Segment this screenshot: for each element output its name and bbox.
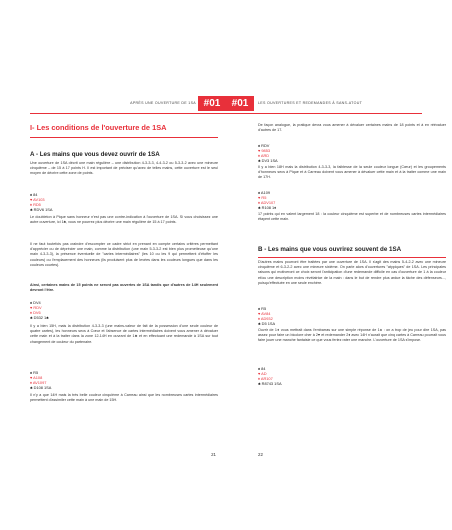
page-number: 21 bbox=[211, 452, 216, 457]
paragraph-4: Il y a bien 15H, mais la distribution 4-3-3-3 (une mains-valeur de fait de la possession d'une seule couleur de quatre cartes), les honneurs secs à Cœur et l'absence de cartes intermédiaires doivent vous amener à dévaluer cette main et à la traiter dans la zone 12-14H en ouvrant de 1♣ et en effectuant une redemande à 1SA sur tout changement de couleur du partenaire. bbox=[30, 324, 218, 344]
hand-line: ♦ AD932 bbox=[258, 316, 273, 322]
header-rule bbox=[226, 113, 422, 114]
title-rule bbox=[30, 137, 218, 138]
paragraph-5: Ouvrir de 1♦ vous mettrait dans l'embarras sur une simple réponse de 1♠ : on a trop de jeu pour dire 1SA, pas assez pour faire un bicolore cher à 2♥ et redemander 2♦ avec 14H n'aurait que cinq cartes à Carreau pourrait vous faire jouer une manche fantaisie ce que vous feriez rater une manche. L'ouverture de 1SA s'impose. bbox=[258, 328, 446, 343]
hand-line: ♦ ARD bbox=[258, 153, 270, 159]
hand-line: ♦ ADV107 bbox=[258, 200, 276, 206]
hand-line: ♥ 9853 bbox=[258, 148, 271, 154]
chapter-tab: #01 bbox=[198, 96, 226, 111]
right-page bbox=[226, 0, 452, 530]
hand-example-3 bbox=[258, 306, 275, 326]
hand-line: ♣ D108 1SA bbox=[30, 385, 52, 391]
header-rule bbox=[30, 113, 226, 114]
hand-line: ♣ D532 1♣ bbox=[30, 315, 49, 321]
hand-line: ♠ RDV bbox=[258, 143, 270, 148]
hand-line: ♠ A109 bbox=[258, 190, 271, 195]
paragraph-3-emphasis: Ainsi, certaines mains de 15 points ne seront pas ouvertes de 1SA tandis que d'autres de 14H seulement devront l'être. bbox=[30, 283, 218, 293]
hand-line: ♥ A108 bbox=[30, 375, 43, 381]
hand-line: ♦ DV6 bbox=[30, 310, 41, 316]
paragraph-1: Une ouverture de 1SA décrit une main régulière – une distribution 4-3-3-3, 4-4-3-2 ou 5-3-3-2 avec une mineure cinquième – de 15 à 17 points H. Il est important de préciser qu'avec de telles mains, cette ouverture est le seul moyen de décrire cette zone de points. bbox=[30, 161, 218, 176]
hand-line: ♠ DV4 bbox=[30, 300, 41, 305]
hand-example-2 bbox=[258, 190, 276, 210]
subsection-b-title: B - Les mains que vous ouvrirez souvent de 1SA bbox=[258, 246, 402, 253]
hand-line: ♥ R5 bbox=[258, 195, 267, 201]
paragraph-2: Le doubleton à Pique sans honneur n'est pas une contre-indication à l'ouverture de 1SA. Si vous choisissez une autre ouverture, ici 1♣, vous ne pourrez plus décrire une main régulière de 15 à 17 points. bbox=[30, 215, 218, 225]
section-title: I- Les conditions de l'ouverture de 1SA bbox=[30, 123, 167, 132]
hand-line: ♦ AR107 bbox=[258, 376, 273, 382]
hand-example-3 bbox=[30, 370, 51, 390]
paragraph-4: D'autres mains pourront être traitées par une ouverture de 1SA. Il s'agit des mains 5-4-2-2 avec une mineure cinquième et 6-3-2-2 avec une mineure sixième. On parle alors d'ouvertures "atypiques" de 1SA. Les principales raisons qui motiveront ce choix seront l'anticipation d'une redemande difficile en cas d'ouverture de 1 à la couleur et/ou une description moins révélatrice de la main : dans le but de rendre plus ardue la tâche des défenseurs..., puisqu'effectuée en une seule enchère. bbox=[258, 260, 446, 285]
paragraph-1: De façon analogue, la pratique devra vous amener à dévaluer certaines mains de 18 points et à en réévaluer d'autres de 17. bbox=[258, 123, 446, 133]
hand-example-1 bbox=[258, 143, 278, 163]
chapter-tab: #01 bbox=[226, 96, 254, 111]
running-header: LES OUVERTURES ET REDEMANDES À SANS-ATOUT bbox=[258, 101, 363, 105]
hand-line: ♦ RD5 bbox=[30, 202, 41, 208]
subsection-rule bbox=[258, 257, 446, 258]
hand-example-2 bbox=[30, 300, 49, 320]
hand-line: ♣ R108 1♦ bbox=[258, 205, 277, 211]
hand-line: ♠ R5 bbox=[30, 370, 39, 375]
paragraph-3: Il ne faut toutefois pas craindre d'escompter ce cadre strict en prenant en compte certains critères permettant d'apprécier ou de déprécier une main, comme la distribution (une main 5-3-3-2 est bien plus prometteuse qu'une main 4-3-3-3), la présence éventuelle de "cartes intermédiaires" (les 10 ou les 9 qui permettent d'étoffer les couleurs) ou l'emplacement des honneurs (ils produisent plus de levées dans les couleurs longues que dans les couleurs courtes). bbox=[30, 242, 218, 267]
paragraph-3: 17 points qui en valent largement 18 : la couleur cinquième est superbe et de nombreuses cartes intermédiaires étayent cette main. bbox=[258, 212, 446, 222]
paragraph-5: Il n'y a que 14H mais la très belle couleur cinquième à Carreau ainsi que les nombreuses cartes intermédiaires permettent d'assimiler cette main à une main de 15H. bbox=[30, 393, 218, 403]
hand-line: ♣ RDV6 1SA bbox=[30, 207, 53, 213]
hand-example-1 bbox=[30, 192, 52, 212]
hand-line: ♥ AD bbox=[258, 371, 267, 377]
subsection-a-title: A - Les mains que vous devez ouvrir de 1SA bbox=[30, 151, 160, 158]
hand-line: ♠ R5 bbox=[258, 306, 267, 311]
running-header: APRÈS UNE OUVERTURE DE 1SA bbox=[130, 101, 196, 105]
hand-line: ♥ AV84 bbox=[258, 311, 271, 317]
hand-line: ♦ AV1097 bbox=[30, 380, 47, 386]
hand-line: ♠ 84 bbox=[258, 366, 266, 371]
hand-line: ♣ DV3 1SA bbox=[258, 158, 278, 164]
hand-line: ♣ R8743 1SA bbox=[258, 381, 282, 387]
hand-line: ♥ RDV bbox=[30, 305, 42, 311]
hand-line: ♥ AV103 bbox=[30, 197, 45, 203]
hand-example-4 bbox=[258, 366, 282, 386]
hand-line: ♠ 84 bbox=[30, 192, 38, 197]
hand-line: ♣ D5 1SA bbox=[258, 321, 276, 327]
page-number: 22 bbox=[258, 452, 263, 457]
paragraph-2: Il y a bien 18H mais la distribution 4-3-3-3, la faiblesse de la seule couleur longue (Cœur) et les groupements d'honneurs secs à Pique et à Carreau doivent vous amener à dévaluer cette main et à la traiter comme une main de 17H. bbox=[258, 165, 446, 180]
